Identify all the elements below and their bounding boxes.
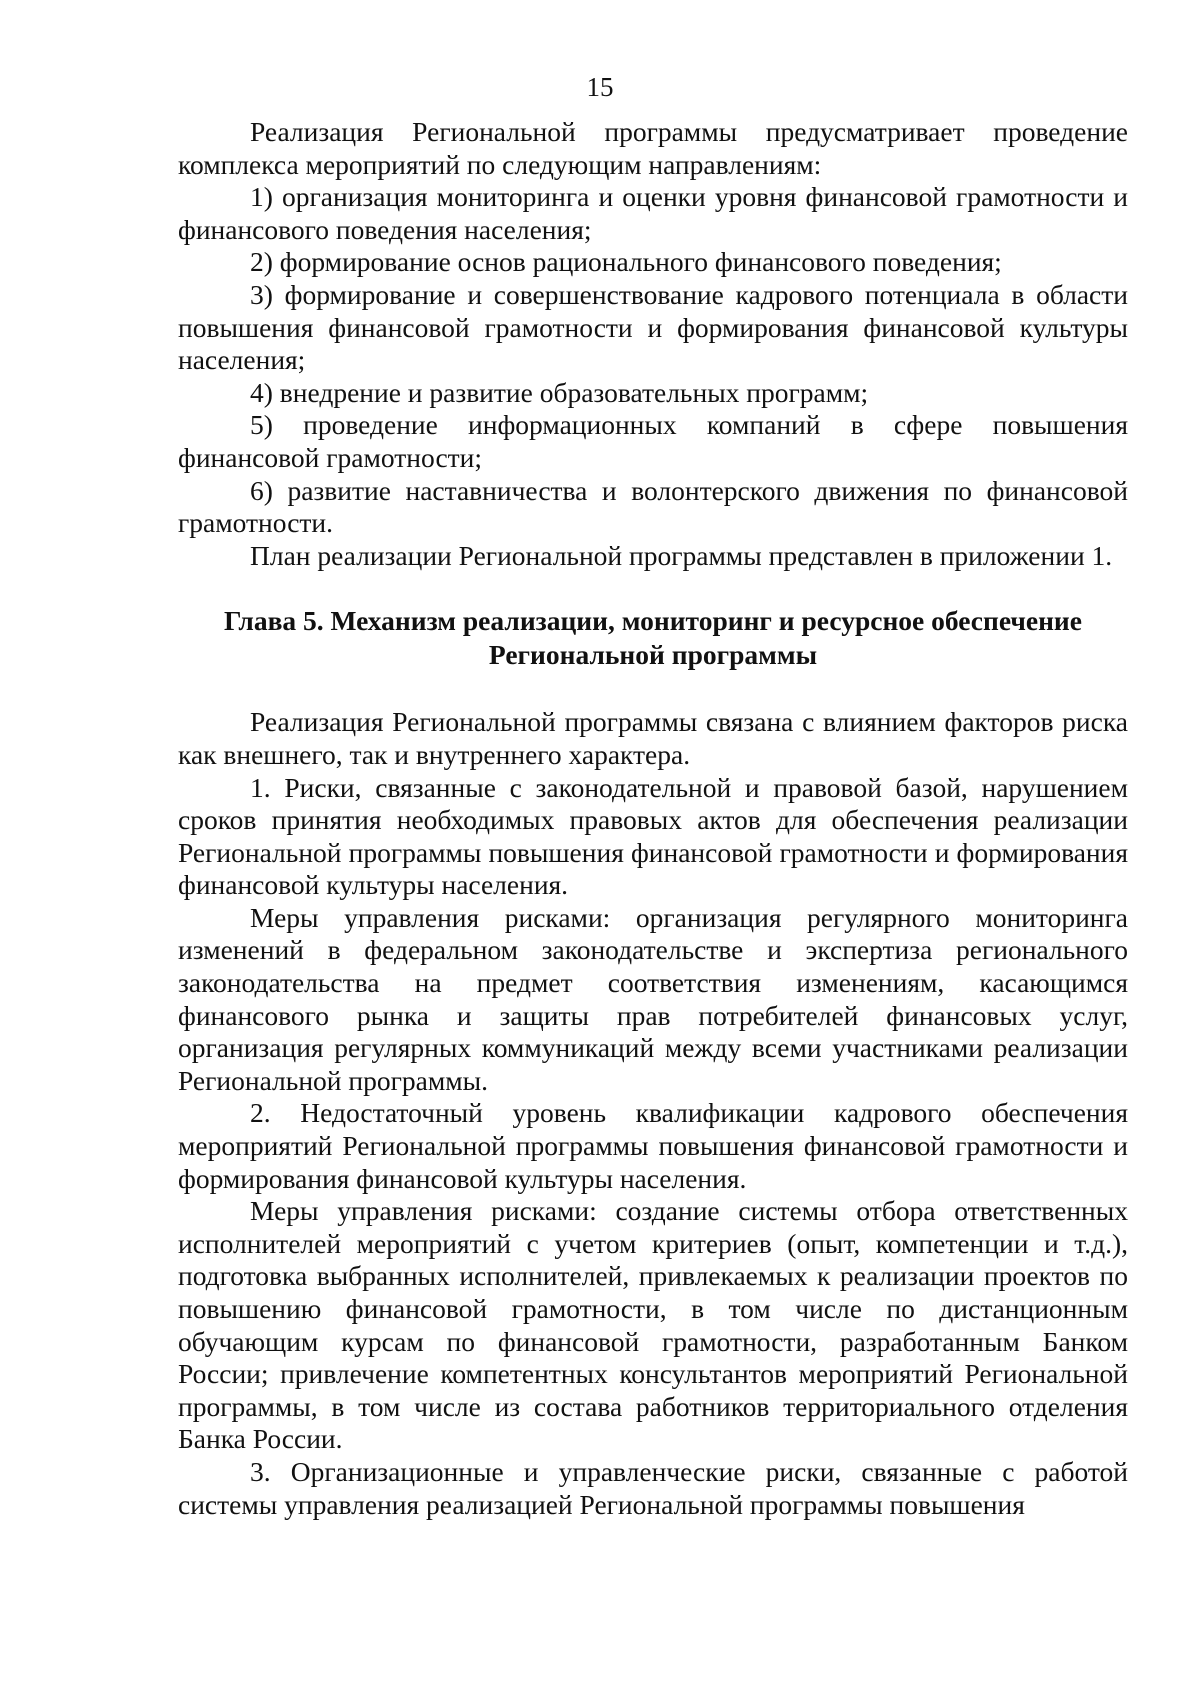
list-item: 2) формирование основ рационального финансового поведения; (250, 246, 1002, 278)
list-item: 3) формирование и совершенствование кадрового потенциала в области повышения финансовой грамотности и формирования финансовой культуры населения; (178, 278, 1128, 376)
paragraph: Меры управления рисками: создание системы отбора ответственных исполнителей мероприятий с учетом критериев (опыт, компетенции и т.д.), подготовка выбранных исполнителей, привлекаемых к реализации проектов по повышению финансовой грамотности, в том числе по дистанционным обучающим курсам по финансовой грамотности, разработанным Банком России; привлечение компетентных консультантов мероприятий Региональной программы, в том числе из состава работников территориального отделения Банка России. (178, 1195, 1128, 1455)
page-number: 15 (586, 72, 614, 102)
paragraph: 1. Риски, связанные с законодательной и правовой базой, нарушением сроков принятия необходимых правовых актов для обеспечения реализации Региональной программы повышения финансовой грамотности и формирования финансовой культуры населения. (178, 771, 1128, 901)
paragraph: Меры управления рисками: организация регулярного мониторинга изменений в федеральном законодательстве и экспертиза регионального законодательства на предмет соответствия изменениям, касающимся финансового рынка и защиты прав потребителей финансовых услуг, организация регулярных коммуникаций между всеми участниками реализации Региональной программы. (178, 901, 1128, 1096)
paragraph: 3. Организационные и управленческие риски, связанные с работой системы управления реализацией Региональной программы повышения (178, 1455, 1128, 1520)
paragraph: 2. Недостаточный уровень квалификации кадрового обеспечения мероприятий Региональной программы повышения финансовой грамотности и формирования финансовой культуры населения. (178, 1097, 1128, 1194)
paragraph: Реализация Региональной программы предусматривает проведение комплекса мероприятий по следующим направлениям: (178, 116, 1128, 180)
paragraph: Реализация Региональной программы связана с влиянием факторов риска как внешнего, так и внутреннего характера. (178, 706, 1128, 770)
chapter-heading-line-2: Региональной программы (488, 639, 818, 671)
chapter-heading (178, 604, 1128, 672)
list-item: 6) развитие наставничества и волонтерского движения по финансовой грамотности. (178, 474, 1128, 539)
list-item: 5) проведение информационных компаний в сфере повышения финансовой грамотности; (178, 409, 1128, 473)
document-body (178, 116, 1128, 1521)
paragraph: План реализации Региональной программы представлен в приложении 1. (250, 539, 1113, 571)
list-item: 1) организация мониторинга и оценки уровня финансовой грамотности и финансового поведения населения; (178, 181, 1128, 245)
chapter-heading-line-1: Глава 5. Механизм реализации, мониторинг и ресурсное обеспечение (224, 605, 1082, 637)
list-item: 4) внедрение и развитие образовательных программ; (250, 376, 869, 408)
